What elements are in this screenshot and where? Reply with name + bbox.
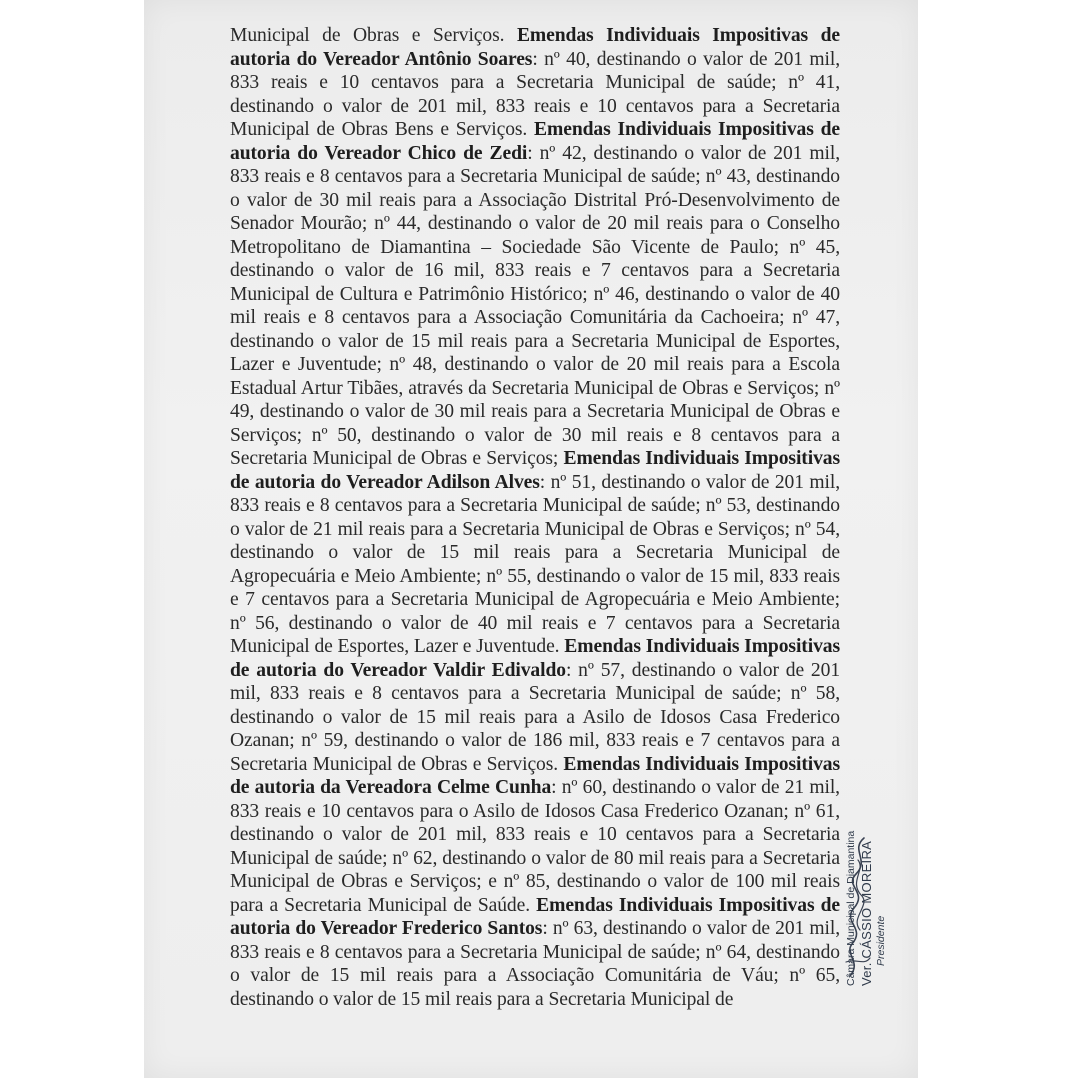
author-heading-frederico-santos: Emendas Individuais Impositivas de autoria do Vereador Frederico Santos bbox=[230, 894, 840, 939]
text-segment: : nº 40, destinando o valor de 201 mil, 833 reais e 10 centavos para a Secretaria Municipal de saúde; nº 41, destinando o valor de 201 mil, 833 reais e 10 centavos para a Secretaria Municipal de Obras Bens e Serviços. bbox=[230, 48, 840, 140]
document-page bbox=[144, 0, 918, 1078]
president-stamp bbox=[834, 818, 918, 988]
text-segment: : nº 60, destinando o valor de 21 mil, 833 reais e 10 centavos para o Asilo de Idosos Casa Frederico Ozanan; nº 61, destinando o valor de 201 mil, 833 reais e 10 centavos para a Secretaria Municipal de saúde; nº 62, destinando o valor de 80 mil reais para a Secretaria Municipal de Obras e Serviços; e nº 85, destinando o valor de 100 mil reais para a Secretaria Municipal de Saúde. bbox=[230, 777, 840, 916]
text-segment: : nº 42, destinando o valor de 201 mil, 833 reais e 8 centavos para a Secretaria Municipal de saúde; nº 43, destinando o valor de 30 mil reais para a Associação Distrital Pró-Desenvolvimento de Senador Mourão; nº 44, destinando o valor de 20 mil reais para o Conselho Metropolitano de Diamantina – Sociedade São Vicente de Paulo; nº 45, destinando o valor de 16 mil, 833 reais e 7 centavos para a Secretaria Municipal de Cultura e Patrimônio Histórico; nº 46, destinando o valor de 40 mil reais e 8 centavos para a Associação Comunitária da Cachoeira; nº 47, destinando o valor de 15 mil reais para a Secretaria Municipal de Esportes, Lazer e Juventude; nº 48, destinando o valor de 20 mil reais para a Escola Estadual Artur Tibães, através da Secretaria Municipal de Obras e Serviços; nº 49, destinando o valor de 30 mil reais para a Secretaria Municipal de Obras e Serviços; nº 50, destinando o valor de 30 mil reais e 8 centavos para a Secretaria Municipal de Obras e Serviços; bbox=[230, 142, 841, 469]
text-segment: : nº 57, destinando o valor de 201 mil, 833 reais e 8 centavos para a Secretaria Municipal de saúde; nº 58, destinando o valor de 15 mil reais para a Asilo de Idosos Casa Frederico Ozanan; nº 59, destinando o valor de 186 mil, 833 reais e 7 centavos para a Secretaria Municipal de Obras e Serviços. bbox=[230, 659, 841, 775]
author-heading-antonio-soares: Emendas Individuais Impositivas de autoria do Vereador Antônio Soares bbox=[230, 25, 840, 70]
stamp-text-rotated bbox=[844, 816, 904, 986]
author-heading-adilson-alves: Emendas Individuais Impositivas de autoria do Vereador Adilson Alves bbox=[230, 448, 840, 493]
author-heading-celme-cunha: Emendas Individuais Impositivas de autoria da Vereadora Celme Cunha bbox=[230, 753, 841, 798]
text-segment: Municipal de Obras e Serviços. bbox=[230, 25, 517, 46]
stamp-name: Ver. CÁSSIO MOREIRA bbox=[859, 840, 874, 986]
stamp-title: Presidente bbox=[875, 915, 887, 966]
text-segment: : nº 51, destinando o valor de 201 mil, 833 reais e 8 centavos para a Secretaria Municipal de saúde; nº 53, destinando o valor de 21 mil reais para a Secretaria Municipal de Obras e Serviços; nº 54, destinando o valor de 15 mil reais para a Secretaria Municipal de Agropecuária e Meio Ambiente; nº 55, destinando o valor de 15 mil, 833 reais e 7 centavos para a Secretaria Municipal de Agropecuária e Meio Ambiente; nº 56, destinando o valor de 40 mil reais e 7 centavos para a Secretaria Municipal de Esportes, Lazer e Juventude. bbox=[230, 471, 840, 657]
text-segment: : nº 63, destinando o valor de 201 mil, 833 reais e 8 centavos para a Secretaria Municipal de saúde; nº 64, destinando o valor de 15 mil reais para a Associação Comunitária de Váu; nº 65, destinando o valor de 15 mil reais para a Secretaria Municipal de bbox=[230, 918, 841, 1010]
author-heading-valdir-edivaldo: Emendas Individuais Impositivas de autoria do Vereador Valdir Edivaldo bbox=[230, 636, 840, 681]
stamp-organization: Câmara Municipal de Diamantina bbox=[845, 830, 857, 986]
author-heading-chico-de-zedi: Emendas Individuais Impositivas de autoria do Vereador Chico de Zedi bbox=[230, 119, 840, 164]
body-paragraph bbox=[230, 24, 840, 1011]
